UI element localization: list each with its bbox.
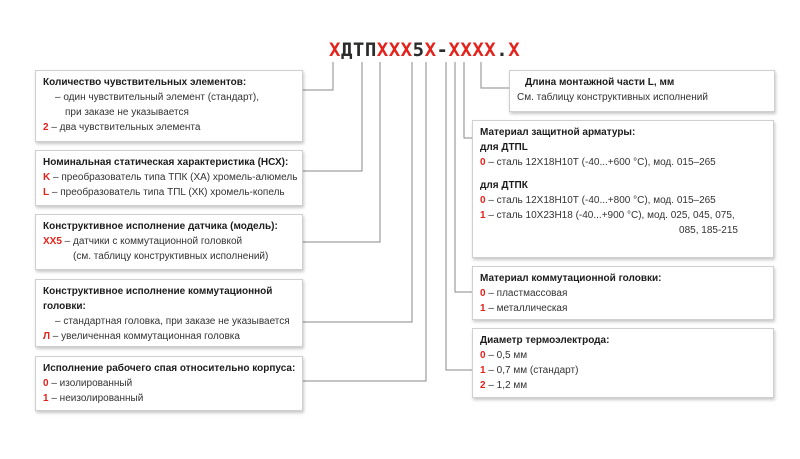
box-head-design	[35, 279, 303, 347]
code-part-five: 5	[412, 39, 425, 61]
connector-line-1	[303, 62, 333, 90]
box-line: См. таблицу конструктивных исполнений	[517, 92, 708, 103]
box-line: 1 – 0,7 мм (стандарт)	[480, 365, 579, 376]
code-part-options: XXXX	[448, 39, 497, 61]
box-title: Конструктивное исполнение коммутационной	[43, 286, 273, 297]
order-code	[329, 38, 520, 62]
box-line: 0 – изолированный	[43, 378, 133, 389]
box-line: 1 – металлическая	[480, 303, 568, 314]
box-title: Конструктивное исполнение датчика (модель):	[43, 221, 278, 232]
code-part-dot: .	[496, 39, 509, 61]
box-junction	[35, 356, 303, 411]
box-model	[35, 214, 303, 270]
box-line: 0 – 0,5 мм	[480, 350, 528, 361]
code-part-dash: -	[436, 39, 449, 61]
box-title: Диаметр термоэлектрода:	[480, 335, 610, 346]
box-line: 2 – два чувствительных элемента	[43, 122, 201, 133]
box-sheath-material	[472, 120, 774, 258]
box-line: 2 – 1,2 мм	[480, 380, 528, 391]
box-line: 0 – пластмассовая	[480, 288, 568, 299]
code-part-model: XXX	[376, 39, 413, 61]
connector-line-5	[303, 62, 426, 381]
box-head-material	[472, 266, 774, 320]
connector-line-8	[464, 62, 472, 138]
box-nsh	[35, 150, 303, 206]
box-title: Материал защитной арматуры:	[480, 127, 636, 138]
box-title: Исполнение рабочего спая относительно корпуса:	[43, 363, 296, 374]
box-line: 1 – неизолированный	[43, 393, 144, 404]
code-part-sensing-elements: X	[329, 39, 341, 61]
box-line: 0 – сталь 12Х18Н10Т (-40...+600 °С), мод. 015–265	[480, 157, 716, 168]
box-wire-diameter	[472, 328, 774, 398]
code-part-prefix: ДТП	[340, 39, 377, 61]
box-line: при заказе не указывается	[65, 107, 189, 118]
box-subtitle: для ДТПL	[480, 142, 528, 153]
connector-line-6	[446, 62, 472, 370]
box-line: Л – увеличенная коммутационная головка	[43, 331, 240, 342]
box-sensing-elements	[35, 70, 303, 142]
box-line: 0 – сталь 12Х18Н10Т (-40...+800 °С), мод. 015–265	[480, 195, 716, 206]
box-line: XX5 – датчики с коммутационной головкой	[43, 236, 243, 247]
box-line: – стандартная головка, при заказе не указывается	[55, 316, 290, 327]
box-line: (см. таблицу конструктивных исполнений)	[73, 251, 269, 262]
box-line: – один чувствительный элемент (стандарт),	[55, 92, 260, 103]
box-title: Материал коммутационной головки:	[480, 273, 662, 284]
box-length	[509, 70, 775, 112]
box-line: 1 – сталь 10Х23Н18 (-40...+900 °С), мод. 025, 045, 075,	[480, 210, 735, 221]
box-subtitle: для ДТПК	[480, 180, 528, 191]
box-title: Количество чувствительных элементов:	[43, 77, 247, 88]
connector-line-4	[303, 62, 412, 322]
box-title: Длина монтажной части L, мм	[525, 77, 675, 88]
connector-line-9	[481, 62, 509, 88]
box-line: 085, 185-215	[679, 225, 738, 236]
box-line: K – преобразователь типа ТПК (ХА) хромель-алюмель	[43, 172, 298, 183]
box-line: L – преобразователь типа ТПL (ХК) хромель-копель	[43, 187, 285, 198]
connector-line-3	[303, 62, 380, 242]
box-title: Номинальная статическая характеристика (НСХ):	[43, 157, 289, 168]
box-title-cont: головки:	[43, 301, 86, 312]
code-part-junction: X	[424, 39, 437, 61]
code-part-length: X	[508, 39, 521, 61]
